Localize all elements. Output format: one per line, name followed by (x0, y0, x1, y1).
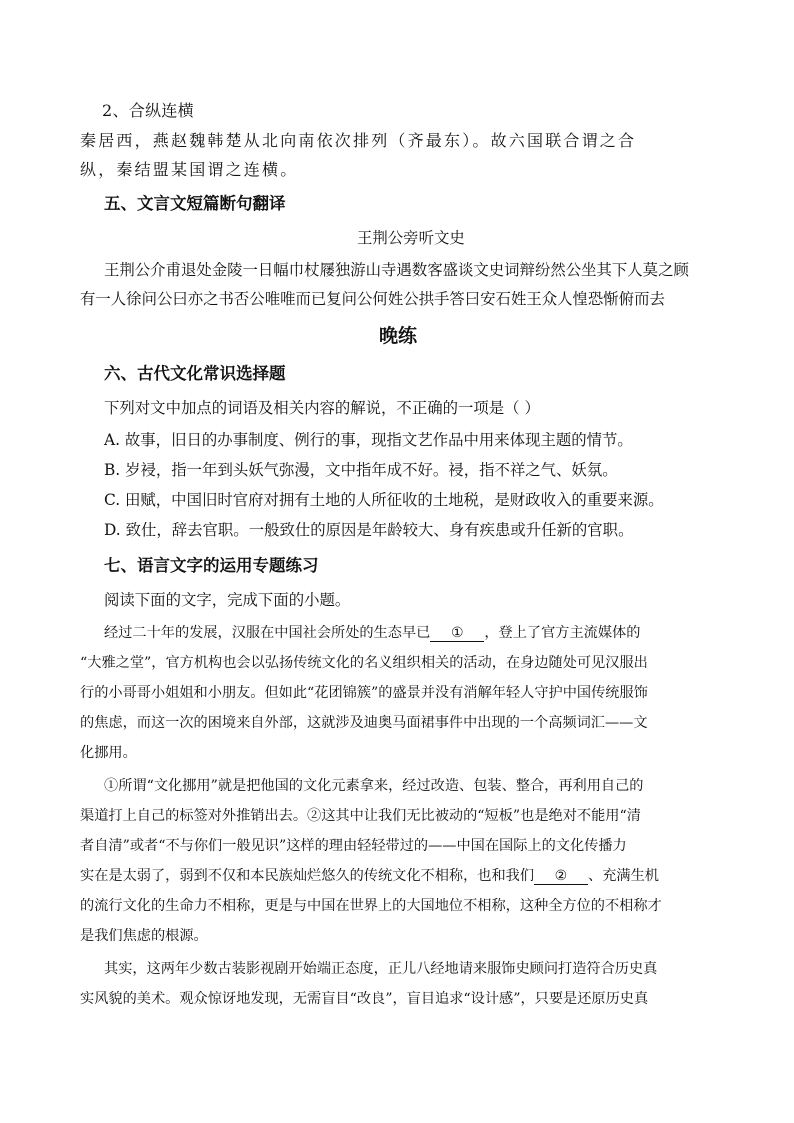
paragraph-2-line-4-start: 实在是太弱了，弱到不仅和本民族灿烂悠久的传统文化不相称，也和我们 (80, 868, 535, 884)
paragraph-1-line-4: 的焦虑，而这一次的困境来自外部，这就涉及迪奥马面裙事件中出现的一个高频词汇——文 (80, 715, 648, 731)
blank-2: ② (534, 868, 588, 885)
option-d: D. 致仕，辞去官职。一般致仕的原因是年龄较大、身有疾患或升任新的官职。 (104, 521, 634, 539)
paragraph-2-line-2: 渠道打上自己的标签对外推销出去。②这其中让我们无比被动的“短板”也是绝对不能用“清 (80, 808, 641, 824)
option-b: B. 岁祲，指一年到头妖气弥漫，文中指年成不好。祲，指不祥之气、妖氛。 (104, 461, 618, 479)
section-2-paragraph-line-1: 秦居西，燕赵魏韩楚从北向南依次排列（齐最东）。故六国联合谓之合 (80, 131, 637, 150)
paragraph-3-line-2: 实风貌的美术。观众惊讶地发现，无需盲目“改良”，盲目追求“设计感”，只要是还原历史真 (80, 991, 649, 1007)
option-a: A. 故事，旧日的办事制度、例行的事，现指文艺作品中用来体现主题的情节。 (104, 431, 633, 449)
option-c: C. 田赋，中国旧时官府对拥有土地的人所征收的土地税，是财政收入的重要来源。 (104, 491, 664, 509)
section-5-heading: 五、文言文短篇断句翻译 (104, 194, 286, 213)
paragraph-1-line-1 (104, 622, 640, 642)
evening-practice-title: 晚练 (379, 325, 418, 347)
reading-instruction: 阅读下面的文字，完成下面的小题。 (104, 591, 351, 609)
section-6-heading: 六、古代文化常识选择题 (104, 364, 286, 383)
paragraph-1-line-1-end: ，登上了官方主流媒体的 (484, 625, 641, 641)
section-2-paragraph-line-2: 纵，秦结盟某国谓之连横。 (80, 160, 299, 179)
passage-text-line-1: 王荆公介甫退处金陵一日幅巾杖屦独游山寺遇数客盛谈文史词辩纷然公坐其下人莫之顾 (104, 261, 689, 279)
blank-1: ① (430, 625, 484, 642)
paragraph-3-line-1: 其实，这两年少数古装影视剧开始端正态度，正儿八经地请来服饰史顾问打造符合历史真 (104, 961, 658, 977)
question-text: 下列对文中加点的词语及相关内容的解说，不正确的一项是（ ） (104, 399, 540, 417)
paragraph-2-line-5: 的流行文化的生命力不相称，更是与中国在世界上的大国地位不相称，这种全方位的不相称才 (80, 898, 662, 914)
passage-text-line-2: 有一人徐问公曰亦之书否公唯唯而已复问公何姓公拱手答曰安石姓王众人惶恐惭俯而去 (80, 290, 665, 308)
paragraph-1-line-2: “大雅之堂”，官方机构也会以弘扬传统文化的名义组织相关的活动，在身边随处可见汉服出 (80, 655, 648, 671)
paragraph-2-line-3: 者自清”或者“不与你们一般见识”这样的理由轻轻带过的——中国在国际上的文化传播力 (80, 838, 627, 854)
section-2-heading: 2、合纵连横 (102, 101, 194, 120)
paragraph-1-line-5: 化挪用。 (80, 745, 137, 761)
passage-title: 王荆公旁听文史 (357, 229, 465, 247)
paragraph-2-line-1: ①所谓“文化挪用”就是把他国的文化元素拿来，经过改造、包装、整合，再利用自己的 (104, 778, 644, 794)
paragraph-2-line-4 (80, 865, 659, 885)
paragraph-2-line-6: 是我们焦虑的根源。 (80, 928, 208, 944)
paragraph-1-line-1-start: 经过二十年的发展，汉服在中国社会所处的生态早已 (104, 625, 431, 641)
section-7-heading: 七、语言文字的运用专题练习 (104, 556, 319, 575)
paragraph-1-line-3: 行的小哥哥小姐姐和小朋友。但如此“花团锦簇”的盛景并没有消解年轻人守护中国传统服饰 (80, 685, 648, 701)
paragraph-2-line-4-end: 、充满生机 (588, 868, 659, 884)
